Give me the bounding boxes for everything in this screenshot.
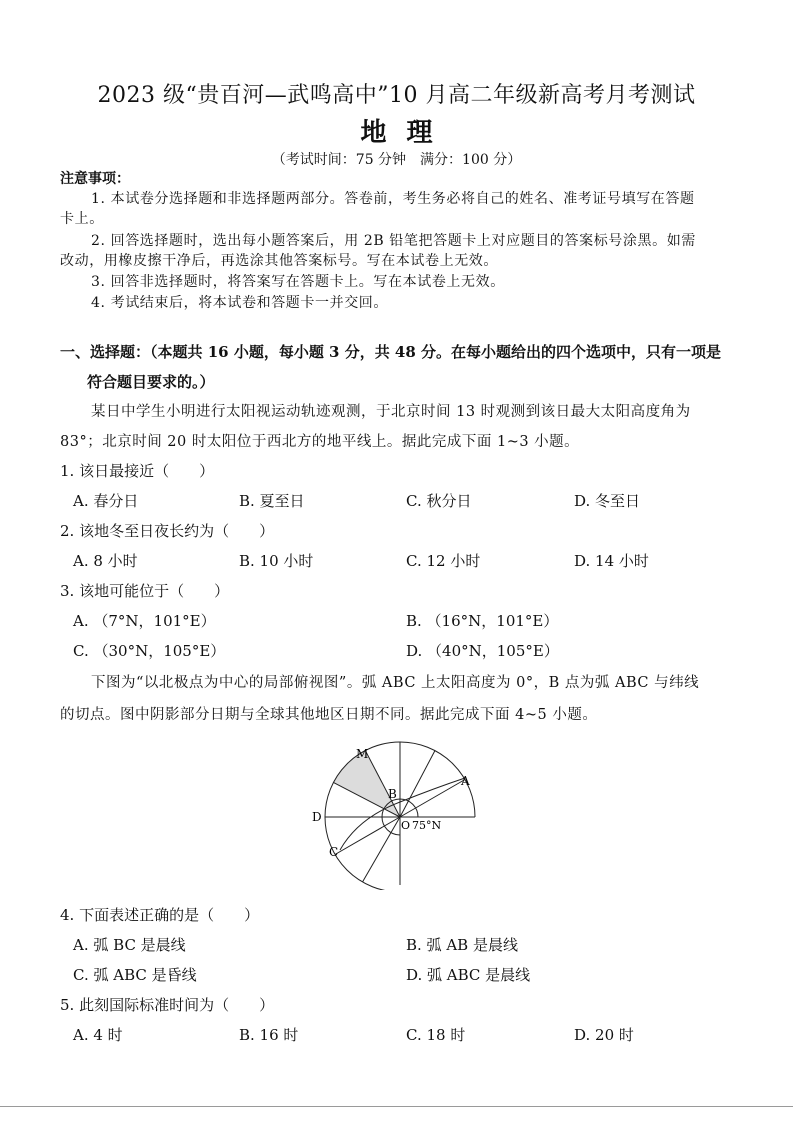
label-d: D xyxy=(312,810,322,824)
meridian-line xyxy=(363,817,401,882)
section-heading-cont: 符合题目要求的。） xyxy=(87,373,215,391)
meridian-line xyxy=(335,817,400,855)
option-a: A. 8 小时 xyxy=(73,552,138,570)
label-b: B xyxy=(388,787,397,801)
option-c: C. 弧 ABC 是昏线 xyxy=(73,966,197,984)
option-c: C. 18 时 xyxy=(406,1026,466,1044)
option-c: C. 12 小时 xyxy=(406,552,481,570)
question-stem: 5. 此刻国际标准时间为（ ） xyxy=(60,996,275,1014)
option-b: B. （16°N，101°E） xyxy=(406,612,559,630)
option-c: C. 秋分日 xyxy=(406,492,472,510)
option-b: B. 弧 AB 是晨线 xyxy=(406,936,518,954)
option-a: A. （7°N，101°E） xyxy=(73,612,216,630)
material-paragraph: 下图为“以北极点为中心的局部俯视图”。弧 ABC 上太阳高度为 0°，B 点为弧 ABC 与纬线 xyxy=(91,675,700,691)
section-heading: 一、选择题：（本题共 16 小题，每小题 3 分，共 48 分。在每小题给出的四个选项中，只有一项是 xyxy=(60,343,722,361)
label-latitude: 75°N xyxy=(412,819,442,832)
option-b: B. 夏至日 xyxy=(239,492,305,510)
material-paragraph: 83°；北京时间 20 时太阳位于西北方的地平线上。据此完成下面 1~3 小题。 xyxy=(60,434,580,450)
question-stem: 2. 该地冬至日夜长约为（ ） xyxy=(60,522,275,540)
label-c: C xyxy=(329,845,339,859)
note-line: 卡上。 xyxy=(60,211,104,227)
subject-title: 地理 xyxy=(360,118,453,148)
page-bottom-rule xyxy=(0,1106,793,1107)
option-b: B. 16 时 xyxy=(239,1026,299,1044)
note-line: 改动，用橡皮擦干净后，再选涂其他答案标号。写在本试卷上无效。 xyxy=(60,253,498,269)
note-line: 4. 考试结束后，将本试卷和答题卡一并交回。 xyxy=(91,295,389,311)
notes-heading: 注意事项： xyxy=(60,171,130,187)
exam-title: 2023 级“贵百河—武鸣高中”10 月高二年级新高考月考测试 xyxy=(97,83,696,108)
option-d: D. （40°N，105°E） xyxy=(406,642,559,660)
material-paragraph: 某日中学生小明进行太阳视运动轨迹观测，于北京时间 13 时观测到该日最大太阳高度角为 xyxy=(91,404,691,420)
note-line: 1. 本试卷分选择题和非选择题两部分。答卷前，考生务必将自己的姓名、准考证号填写在答题 xyxy=(91,191,695,207)
question-stem: 1. 该日最接近（ ） xyxy=(60,462,215,480)
option-a: A. 春分日 xyxy=(73,492,139,510)
option-a: A. 弧 BC 是晨线 xyxy=(73,936,186,954)
label-m: M xyxy=(356,747,369,761)
material-paragraph: 的切点。图中阴影部分日期与全球其他地区日期不同。据此完成下面 4~5 小题。 xyxy=(60,707,598,723)
note-line: 2. 回答选择题时，选出每小题答案后，用 2B 铅笔把答题卡上对应题目的答案标号涂黑。如需 xyxy=(91,233,696,249)
option-d: D. 14 小时 xyxy=(574,552,649,570)
question-stem: 3. 该地可能位于（ ） xyxy=(60,582,230,600)
option-b: B. 10 小时 xyxy=(239,552,314,570)
option-a: A. 4 时 xyxy=(73,1026,123,1044)
option-d: D. 冬至日 xyxy=(574,492,641,510)
label-a: A xyxy=(461,774,470,788)
option-d: D. 弧 ABC 是晨线 xyxy=(406,966,531,984)
exam-time-info: （考试时间：75 分钟 满分：100 分） xyxy=(271,152,522,168)
option-c: C. （30°N，105°E） xyxy=(73,642,226,660)
label-o: O xyxy=(401,819,411,832)
polar-view-figure xyxy=(310,740,500,890)
question-stem: 4. 下面表述正确的是（ ） xyxy=(60,906,260,924)
option-d: D. 20 时 xyxy=(574,1026,634,1044)
note-line: 3. 回答非选择题时，将答案写在答题卡上。写在本试卷上无效。 xyxy=(91,274,505,290)
